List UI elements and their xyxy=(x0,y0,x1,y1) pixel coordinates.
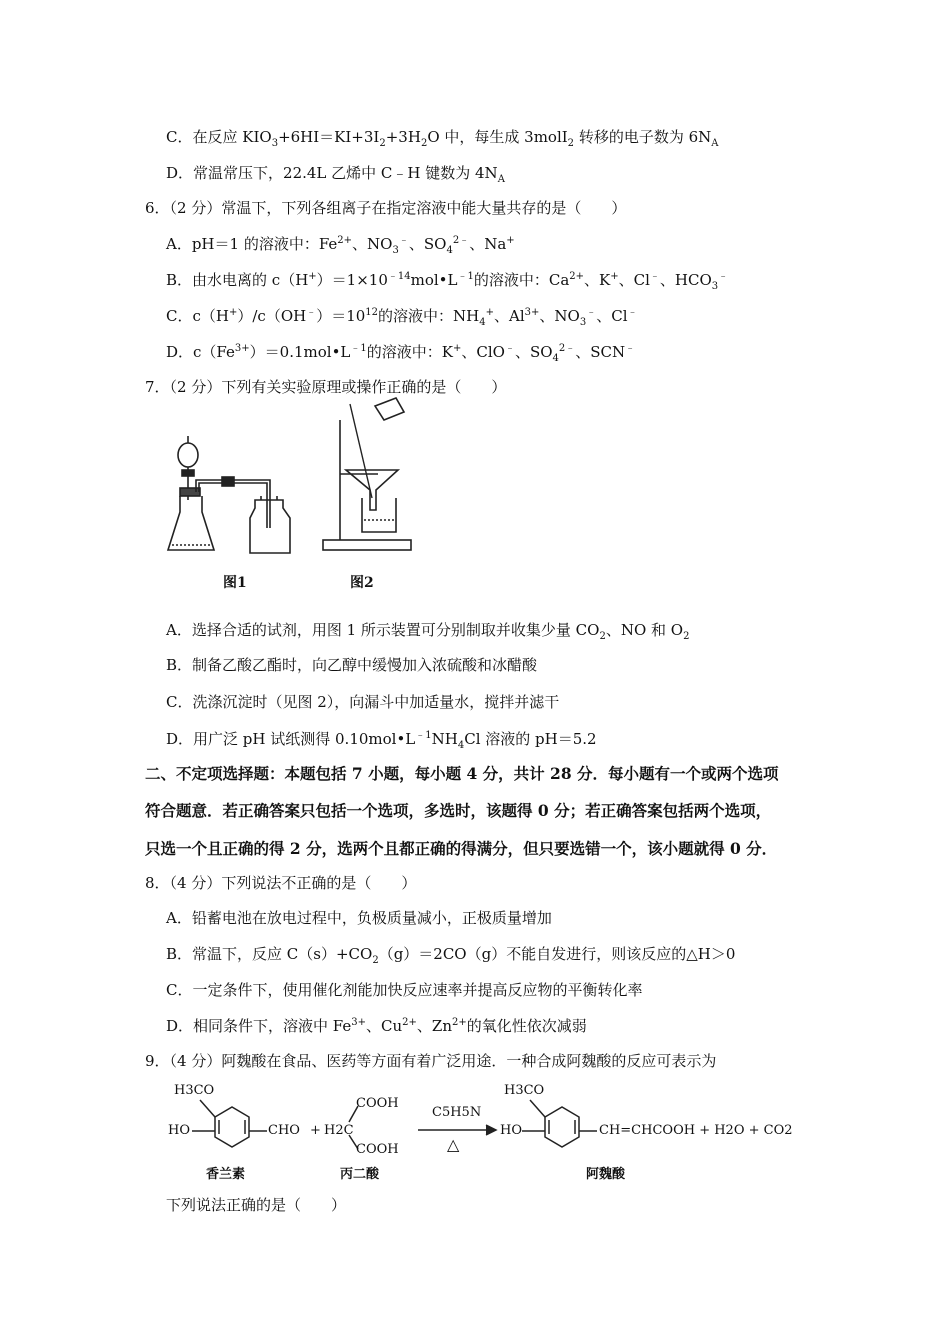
q7-option-a: A．选择合适的试剂，用图 1 所示装置可分别制取并收集少量 $CO_2$、NO 和 $O_2$ xyxy=(166,621,690,642)
reagent-pyridine-label: C5H5N xyxy=(432,1105,482,1120)
benzene-ring-ferulic-icon xyxy=(545,1107,579,1147)
section-2-instructions-line-2: 符合题意．若正确答案只包括一个选项，多选时，该题得 0 分；若正确答案包括两个选项， xyxy=(145,801,772,820)
vanillin-hydroxyl-label: HO xyxy=(168,1123,190,1138)
q5-option-c: C．在反应 $KIO_3+6HI=KI+3I_2+3H_2O$ 中，每生成 3molI$_2$ 转移的电子数为 $6N_A$ xyxy=(166,128,719,149)
q8-option-a: A．铅蓄电池在放电过程中，负极质量减小，正极质量增加 xyxy=(166,909,552,927)
q8-option-b: B．常温下，反应 $C(s)+CO_2(g)=2CO(g)$不能自发进行，则该反应的△H＞0 xyxy=(166,945,736,966)
q6-option-d: D．$c(Fe^{3+})=0.1mol•L^{﹣1}$的溶液中：K+、ClO﹣、$SO_4^{2﹣}$、SCN﹣ xyxy=(166,343,636,364)
q7-stem: 7．（2 分）下列有关实验原理或操作正确的是（ ） xyxy=(145,378,507,396)
ferulic-methoxy-label: H3CO xyxy=(504,1083,545,1098)
q7-option-b: B．制备乙酸乙酯时，向乙醇中缓慢加入浓硫酸和冰醋酸 xyxy=(166,656,538,674)
q7-option-d: D．用广泛 pH 试纸测得 $0.10mol•L^{﹣1}NH_4Cl$ 溶液的 pH＝5.2 xyxy=(166,730,597,751)
section-2-instructions-line-3: 只选一个且正确的得 2 分，选两个且都正确的得满分，但只要选错一个，该小题就得 0 分． xyxy=(145,839,778,858)
name-ferulic-acid: 阿魏酸 xyxy=(586,1167,626,1182)
aldehyde-label: CHO xyxy=(268,1123,300,1138)
malonic-cooh-top-label: COOH xyxy=(356,1096,399,1111)
benzene-ring-vanillin-icon xyxy=(215,1107,249,1147)
q6-option-a: A．pH＝1 的溶液中：$Fe^{2+}$、$NO_3^﹣$、$SO_4^{2﹣}$、Na+ xyxy=(166,235,515,256)
q9-stem: 9．（4 分）阿魏酸在食品、医药等方面有着广泛用途．一种合成阿魏酸的反应可表示为 xyxy=(145,1052,717,1070)
name-malonic-acid: 丙二酸 xyxy=(340,1167,380,1182)
q6-option-c: C．$c(H^+)/c(OH^﹣)=10^{12}$的溶液中：$NH_4^+$、$Al^{3+}$、$NO_3^﹣$、Cl﹣ xyxy=(166,307,638,328)
q6-option-b: B．由水电离的 $c(H^+)=1\times 10^{﹣14}mol•L^{﹣1}$的溶液中：$Ca^{2+}$、K+、Cl﹣、$HCO_3^﹣$ xyxy=(166,271,729,292)
q8-stem: 8．（4 分）下列说法不正确的是（ ） xyxy=(145,874,417,892)
name-vanillin: 香兰素 xyxy=(206,1167,246,1182)
ferulic-side-chain-and-byproducts: CH=CHCOOH + H2O + CO2 xyxy=(599,1123,793,1138)
malonic-ch2-label: H2C xyxy=(324,1123,354,1138)
section-2-instructions-line-1: 二、不定项选择题：本题包括 7 小题，每小题 4 分，共计 28 分．每小题有一个或两个选项 xyxy=(145,764,779,783)
plus-sign: + xyxy=(310,1123,321,1138)
heat-symbol: △ xyxy=(447,1135,460,1154)
malonic-cooh-bottom-label: COOH xyxy=(356,1142,399,1157)
q5-option-d: D．常温常压下，22.4L 乙烯中 C﹣H 键数为 $4N_A$ xyxy=(166,164,505,185)
figure-1-caption: 图1 xyxy=(223,575,247,591)
q6-stem: 6．（2 分）常温下，下列各组离子在指定溶液中能大量共存的是（ ） xyxy=(145,199,627,217)
vanillin-methoxy-label: H3CO xyxy=(174,1083,215,1098)
ferulic-hydroxyl-label: HO xyxy=(500,1123,522,1138)
q8-option-d: D．相同条件下，溶液中 $Fe^{3+}$、$Cu^{2+}$、$Zn^{2+}$的氧化性依次减弱 xyxy=(166,1017,587,1035)
q9-prompt: 下列说法正确的是（ ） xyxy=(166,1196,347,1214)
figure-2-caption: 图2 xyxy=(350,575,374,591)
q7-option-c: C．洗涤沉淀时（见图 2），向漏斗中加适量水，搅拌并滤干 xyxy=(166,693,560,711)
q8-option-c: C．一定条件下，使用催化剂能加快反应速率并提高反应物的平衡转化率 xyxy=(166,981,643,999)
